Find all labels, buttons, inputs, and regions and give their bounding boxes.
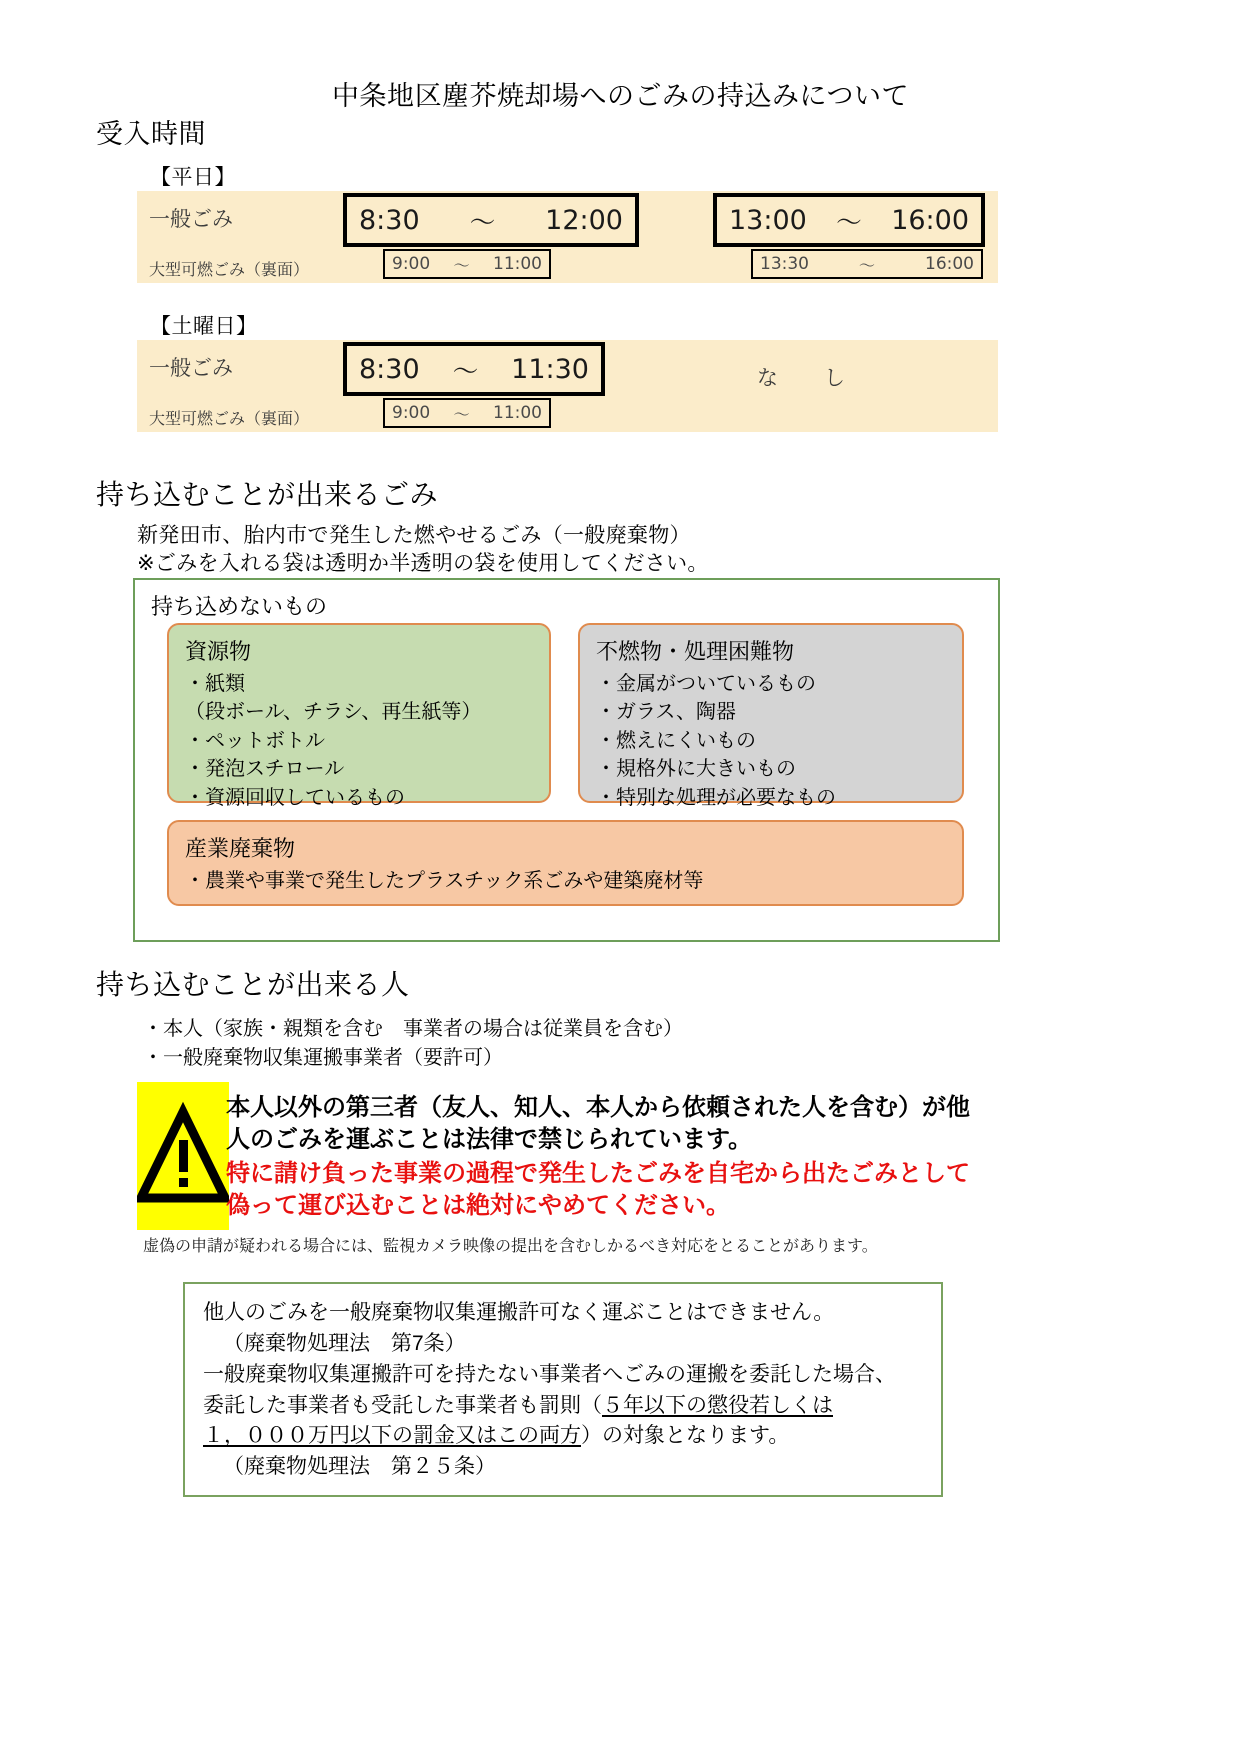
people-bullet: ・一般廃棄物収集運搬事業者（要許可） — [143, 1047, 503, 1069]
time-start: 13:30 — [760, 254, 809, 274]
law-text: 委託した事業者も受託した事業者も罰則（ — [203, 1393, 602, 1417]
time-tilde: ～ — [452, 356, 479, 387]
time-end: 11:00 — [493, 403, 542, 423]
card-title-industrial: 産業廃棄物 — [185, 836, 296, 861]
time-start: 9:00 — [392, 254, 431, 274]
card-item: ・ガラス、陶器 — [596, 701, 736, 724]
law-text-underlined: ５年以下の懲役若しくは — [602, 1393, 833, 1417]
law-line-penalty-b — [203, 1421, 923, 1452]
time-end: 16:00 — [891, 204, 969, 236]
law-notice-box — [183, 1282, 943, 1497]
warning-triangle-icon — [137, 1082, 229, 1230]
card-item: ・金属がついているもの — [596, 673, 816, 695]
weekday-large-morning — [383, 249, 551, 279]
time-start: 8:30 — [359, 353, 420, 385]
section-heading-hours: 受入時間 — [96, 119, 206, 149]
law-text: ）の対象となります。 — [581, 1424, 790, 1448]
law-line: （廃棄物処理法 第２５条） — [223, 1455, 496, 1479]
card-noncombustible — [578, 623, 964, 809]
law-line: （廃棄物処理法 第7条） — [223, 1331, 466, 1355]
card-item: ・農業や事業で発生したプラスチック系ごみや建築廃材等 — [185, 870, 704, 892]
card-item: ・特別な処理が必要なもの — [596, 786, 836, 809]
card-title-noncombustible: 不燃物・処理困難物 — [596, 639, 795, 664]
card-item: ・ペットボトル — [185, 729, 325, 752]
section-heading-people: 持ち込むことが出来る人 — [96, 969, 410, 1000]
time-tilde: ～ — [469, 207, 496, 238]
not-accepted-title: 持ち込めないもの — [151, 594, 328, 619]
warning-text-black: 本人以外の第三者（友人、知人、本人から依頼された人を含む）が他人のごみを運ぶことは法律で禁じられています。 — [226, 1094, 970, 1154]
card-item: ・規格外に大きいもの — [596, 758, 796, 781]
card-title-resources: 資源物 — [185, 639, 252, 664]
time-end: 11:00 — [493, 254, 542, 274]
weekday-large-afternoon — [751, 249, 983, 279]
card-item: ・資源回収しているもの — [185, 786, 405, 809]
table-row — [137, 191, 998, 283]
saturday-large-morning — [383, 398, 551, 428]
warning-text-red: 特に請け負った事業の過程で発生したごみを自宅から出たごみとして偽って運び込むことは絶対にやめてください。 — [226, 1160, 970, 1220]
weekday-label: 【平日】 — [150, 166, 236, 189]
card-item: （段ボール、チラシ、再生紙等） — [185, 701, 482, 724]
time-tilde: ～ — [836, 207, 862, 238]
saturday-hours-table — [137, 340, 998, 432]
table-row — [137, 340, 998, 432]
time-tilde: ～ — [858, 256, 876, 275]
time-end: 16:00 — [925, 254, 974, 274]
row-label-general: 一般ごみ — [149, 356, 233, 380]
card-item: ・紙類 — [185, 673, 245, 695]
time-tilde: ～ — [453, 256, 470, 275]
law-line: 他人のごみを一般廃棄物収集運搬許可なく運ぶことはできません。 — [203, 1301, 835, 1324]
time-start: 9:00 — [392, 403, 431, 423]
time-end: 12:00 — [545, 204, 623, 236]
time-end: 11:30 — [511, 353, 589, 385]
card-resources — [167, 623, 551, 809]
law-line: 一般廃棄物収集運搬許可を持たない事業者へごみの運搬を委託した場合、 — [203, 1362, 896, 1386]
card-item: ・発泡スチロール — [185, 758, 345, 781]
time-start: 8:30 — [359, 204, 420, 236]
row-label-large-combustible: 大型可燃ごみ（裏面） — [149, 260, 310, 279]
saturday-afternoon-none: なし — [757, 366, 891, 390]
acceptable-line-2: ※ごみを入れる袋は透明か半透明の袋を使用してください。 — [137, 552, 709, 575]
law-line-penalty-a — [203, 1391, 923, 1422]
row-label-general: 一般ごみ — [149, 207, 233, 231]
weekday-hours-table — [137, 191, 998, 283]
not-accepted-box — [133, 578, 1000, 942]
time-tilde: ～ — [453, 405, 470, 424]
fine-print-note: 虚偽の申請が疑われる場合には、監視カメラ映像の提出を含むしかるべき対応をとることがあります。 — [143, 1236, 878, 1255]
law-text-underlined: １，０００万円以下の罰金又はこの両方 — [203, 1424, 581, 1448]
people-bullet: ・本人（家族・親類を含む 事業者の場合は従業員を含む） — [143, 1018, 683, 1040]
section-heading-acceptable: 持ち込むことが出来るごみ — [96, 479, 439, 510]
page-title: 中条地区塵芥焼却場へのごみの持込みについて — [332, 81, 909, 111]
saturday-label: 【土曜日】 — [150, 315, 258, 338]
time-start: 13:00 — [729, 204, 807, 236]
row-label-large-combustible: 大型可燃ごみ（裏面） — [149, 409, 310, 428]
acceptable-line-1: 新発田市、胎内市で発生した燃やせるごみ（一般廃棄物） — [137, 524, 691, 547]
card-item: ・燃えにくいもの — [596, 729, 756, 752]
card-industrial — [167, 820, 964, 906]
